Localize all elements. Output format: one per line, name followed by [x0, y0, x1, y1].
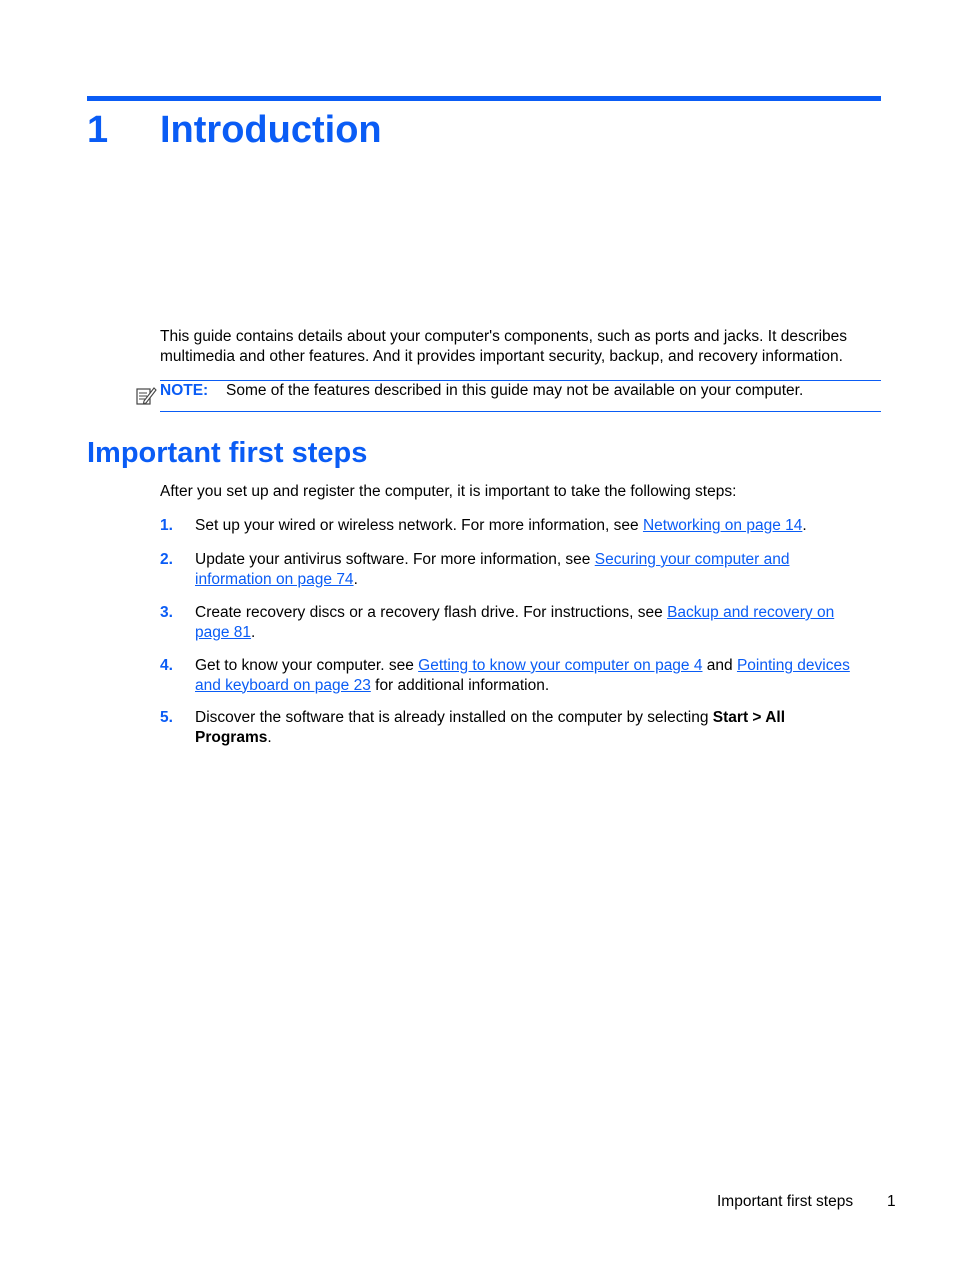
note: [160, 381, 803, 401]
link-getting-to-know[interactable]: Getting to know your computer on page 4: [418, 657, 703, 674]
intro-paragraph: This guide contains details about your computer's components, such as ports and jacks. It describes multimedia and other features. And it provides important security, backup, and recovery information.: [160, 328, 848, 365]
step-number: 1.: [160, 517, 173, 534]
step-text: Create recovery discs or a recovery flash drive. For instructions, see Backup and recovery on page 81.: [195, 604, 835, 641]
step-text: Update your antivirus software. For more information, see Securing your computer and information on page 74.: [195, 551, 790, 588]
note-pencil-icon: [135, 384, 157, 406]
note-rule-bottom: [160, 411, 881, 412]
chapter-rule: [87, 96, 881, 101]
step-number: 3.: [160, 604, 173, 621]
step-text: Get to know your computer. see Getting to know your computer on page 4 and Pointing devices and keyboard on page 23 for additional information.: [195, 657, 850, 694]
step-text: Set up your wired or wireless network. For more information, see Networking on page 14.: [195, 517, 807, 534]
chapter-title: Introduction: [160, 109, 382, 151]
link-pointing-devices[interactable]: Pointing devices and keyboard on page 23: [195, 657, 850, 694]
link-networking[interactable]: Networking on page 14: [642, 517, 803, 534]
step-number: 5.: [160, 709, 173, 726]
chapter-heading: [87, 106, 382, 154]
link-backup-recovery[interactable]: Backup and recovery on page 81: [195, 604, 835, 641]
chapter-number: 1: [87, 109, 109, 151]
note-label: NOTE:: [160, 382, 209, 399]
step-number: 4.: [160, 657, 173, 674]
menu-path: Start > All Programs: [195, 709, 786, 746]
section-lead: After you set up and register the computer, it is important to take the following steps:: [160, 483, 737, 500]
footer-section: Important first steps: [717, 1193, 854, 1210]
footer-page-number: 1: [887, 1193, 896, 1210]
note-text: Some of the features described in this guide may not be available on your computer.: [226, 382, 804, 399]
section-title: Important first steps: [87, 437, 368, 469]
step-number: 2.: [160, 551, 173, 568]
link-securing[interactable]: Securing your computer and information on page 74: [195, 551, 790, 588]
step-text: Discover the software that is already installed on the computer by selecting Start > All Programs.: [195, 709, 786, 746]
